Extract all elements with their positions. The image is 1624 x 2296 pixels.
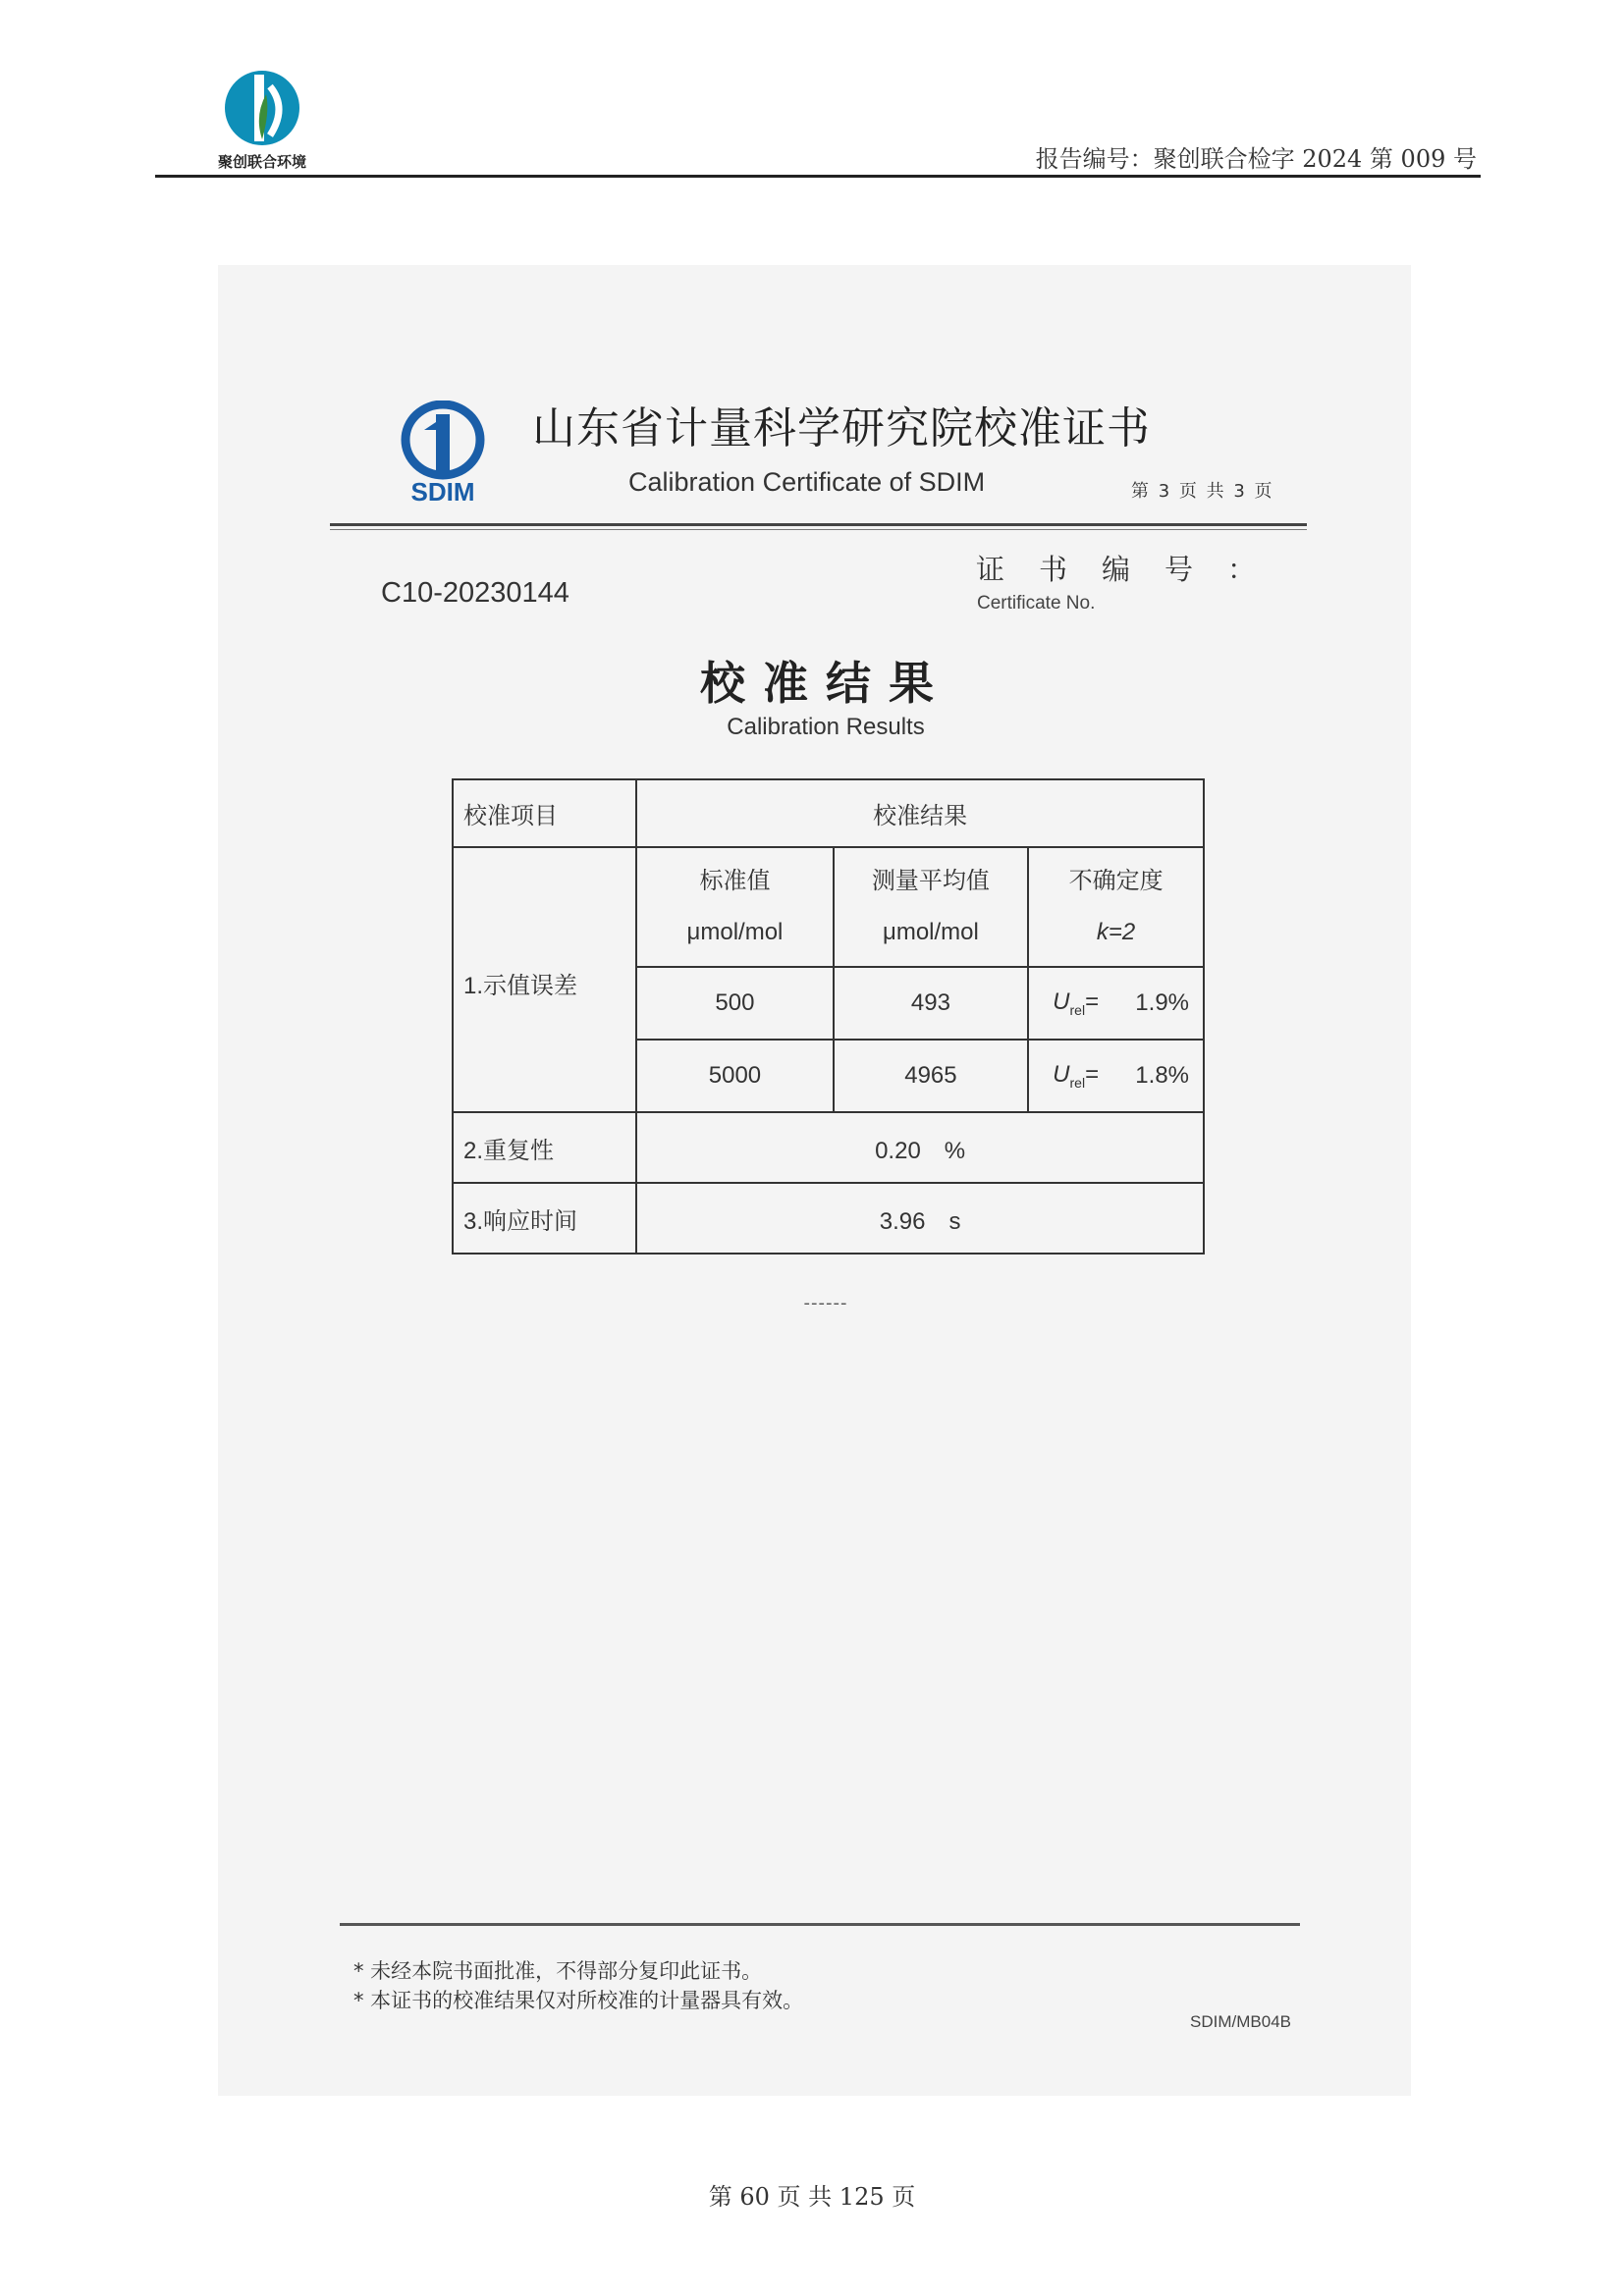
end-mark: ------ <box>803 1293 848 1313</box>
uncertainty-value: 1.9% <box>1135 988 1189 1016</box>
subheader-measured-title: 测量平均值 <box>871 868 990 894</box>
sdim-logo <box>399 400 487 508</box>
note-line-2: * 本证书的校准结果仅对所校准的计量器具有效。 <box>353 1989 804 2012</box>
certificate-number-label-en: Certificate No. <box>977 593 1096 614</box>
note-line-1: * 未经本院书面批准，不得部分复印此证书。 <box>353 1959 763 1983</box>
page-footer: 第 60 页 共 125 页 <box>708 2183 916 2211</box>
standard-value: 500 <box>636 967 833 1040</box>
standard-value: 5000 <box>636 1040 833 1112</box>
col-result-header: 校准结果 <box>636 779 1204 847</box>
col-item-header: 校准项目 <box>453 779 636 847</box>
subheader-uncertainty <box>1028 847 1204 967</box>
row-repeatability-label: 2.重复性 <box>453 1112 636 1183</box>
response-time-value: 3.96 s <box>636 1183 1204 1254</box>
subheader-uncertainty-k: k=2 <box>1096 919 1136 945</box>
uncertainty-cell <box>1028 1040 1204 1112</box>
urel-symbol: $U_{rel}=$ <box>1053 1061 1100 1091</box>
measured-value: 493 <box>834 967 1028 1040</box>
table-subheader-row <box>453 847 1204 967</box>
repeatability-value: 0.20 % <box>636 1112 1204 1183</box>
subheader-measured <box>834 847 1028 967</box>
results-table <box>452 778 1205 1255</box>
results-title-en: Calibration Results <box>727 714 925 740</box>
subheader-measured-unit: μmol/mol <box>883 919 979 945</box>
certificate-rule-thin <box>330 529 1307 530</box>
report-number: 报告编号：聚创联合检字 2024 第 009 号 <box>1035 145 1477 173</box>
table-header-row <box>453 779 1204 847</box>
sdim-logo-text: SDIM <box>410 477 475 507</box>
subheader-standard-unit: μmol/mol <box>686 919 784 945</box>
row-response-time-label: 3.响应时间 <box>453 1183 636 1254</box>
urel-symbol: $U_{rel}=$ <box>1053 988 1100 1018</box>
subheader-uncertainty-title: 不确定度 <box>1068 868 1164 894</box>
certificate-number-label-cn: 证书编号： <box>976 553 1291 586</box>
subheader-standard <box>636 847 833 967</box>
company-logo <box>201 57 319 175</box>
table-row <box>453 1183 1204 1254</box>
table-row <box>453 1112 1204 1183</box>
header-rule <box>155 175 1481 178</box>
certificate-rule-thick <box>330 523 1307 526</box>
results-title-cn: 校准结果 <box>700 657 951 710</box>
certificate-title-en: Calibration Certificate of SDIM <box>628 467 986 497</box>
subheader-standard-title: 标准值 <box>699 868 771 894</box>
company-logo-text: 聚创联合环境 <box>217 153 307 171</box>
uncertainty-cell <box>1028 967 1204 1040</box>
row-indication-error-label: 1.示值误差 <box>453 847 636 1112</box>
form-code: SDIM/MB04B <box>1190 2012 1291 2031</box>
certificate-page-info: 第 3 页 共 3 页 <box>1131 481 1274 502</box>
notes-rule <box>340 1923 1300 1926</box>
certificate-scan <box>218 265 1411 2096</box>
measured-value: 4965 <box>834 1040 1028 1112</box>
certificate-number: C10-20230144 <box>381 577 569 609</box>
certificate-title-cn: 山东省计量科学研究院校准证书 <box>532 403 1151 454</box>
uncertainty-value: 1.8% <box>1135 1061 1189 1089</box>
